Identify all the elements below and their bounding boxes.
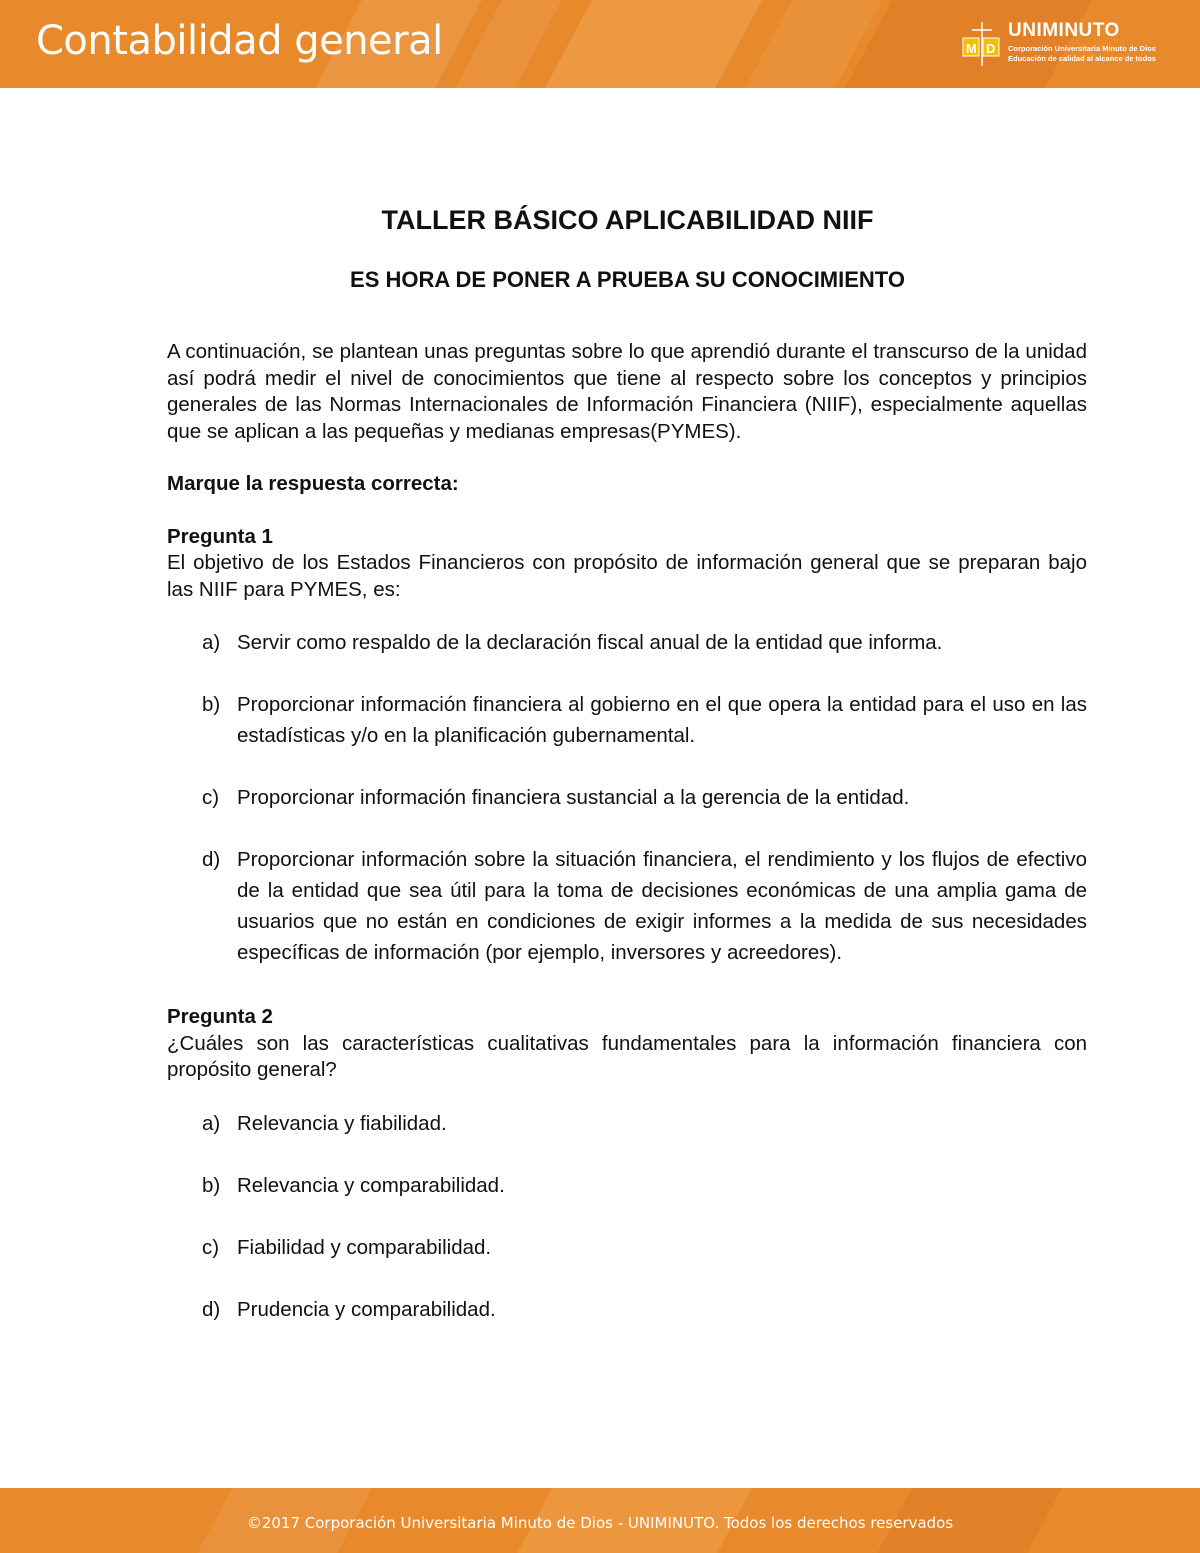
copyright-notice: ©2017 Corporación Universitaria Minuto de Dios - UNIMINUTO. Todos los derechos reservados [246,1514,954,1532]
answer-option[interactable] [167,844,1087,968]
header-band [0,0,1200,88]
answer-option[interactable] [167,1170,1087,1201]
option-letter: d) [202,848,221,871]
option-letter: c) [202,1235,220,1259]
document-body [167,339,1087,1356]
answer-option[interactable] [167,1294,1087,1325]
option-text: Fiabilidad y comparabilidad. [237,1235,492,1259]
question-text: ¿Cuáles son las características cualitativas fundamentales para la información financiera con propósito general? [167,1031,1087,1081]
course-title: Contabilidad general [36,18,443,64]
option-letter: b) [202,1173,221,1197]
option-text: Proporcionar información financiera sustancial a la gerencia de la entidad. [237,786,910,809]
document-title: TALLER BÁSICO APLICABILIDAD NIIF [381,205,874,235]
option-letter: c) [202,786,220,809]
option-letter: d) [202,1297,221,1321]
answer-option[interactable] [167,1232,1087,1263]
question-1 [167,524,1087,969]
option-text: Relevancia y comparabilidad. [237,1173,505,1197]
option-letter: a) [202,631,221,654]
question-text: El objetivo de los Estados Financieros con propósito de información general que se preparan bajo las NIIF para PYMES, es: [167,551,1087,601]
logo-tagline-1: Corporación Universitaria Minuto de Dios [1008,44,1156,53]
answer-option[interactable] [167,689,1087,751]
logo-mark-icon [962,22,1002,66]
uniminuto-logo [962,18,1162,74]
footer-band [0,1488,1200,1553]
svg-text:M: M [966,41,977,56]
instruction: Marque la respuesta correcta: [167,472,459,495]
question-label: Pregunta 2 [167,1005,273,1028]
option-text: Proporcionar información sobre la situación financiera, el rendimiento y los flujos de efectivo de la entidad que sea útil para la toma de decisiones económicas de una amplia gama de usuarios que no están en condiciones de exigir informes a la medida de sus necesidades específicas de información (por ejemplo, inversores y acreedores). [237,848,1087,964]
answer-option[interactable] [167,627,1087,658]
logo-brand: UNIMINUTO [1008,20,1120,41]
option-text: Servir como respaldo de la declaración fiscal anual de la entidad que informa. [237,631,943,654]
answer-option[interactable] [167,1108,1087,1139]
option-letter: a) [202,1111,221,1135]
option-text: Prudencia y comparabilidad. [237,1297,496,1321]
answer-options [167,1108,1087,1325]
answer-option[interactable] [167,782,1087,813]
question-label: Pregunta 1 [167,524,273,548]
logo-tagline-2: Educación de calidad al alcance de todos [1008,54,1156,63]
option-text: Relevancia y fiabilidad. [237,1111,447,1135]
option-letter: b) [202,693,221,716]
option-text: Proporcionar información financiera al gobierno en el que opera la entidad para el uso en las estadísticas y/o en la planificación gubernamental. [237,693,1087,747]
answer-options [167,627,1087,968]
document-subtitle: ES HORA DE PONER A PRUEBA SU CONOCIMIENTO [350,267,905,292]
question-2 [167,1004,1087,1325]
svg-text:D: D [986,41,996,56]
intro-paragraph: A continuación, se plantean unas preguntas sobre lo que aprendió durante el transcurso de la unidad así podrá medir el nivel de conocimientos que tiene al respecto sobre los conceptos y principios generales de las Normas Internacionales de Información Financiera (NIIF), especialmente aquellas que se aplican a las pequeñas y medianas empresas(PYMES). [167,340,1087,443]
